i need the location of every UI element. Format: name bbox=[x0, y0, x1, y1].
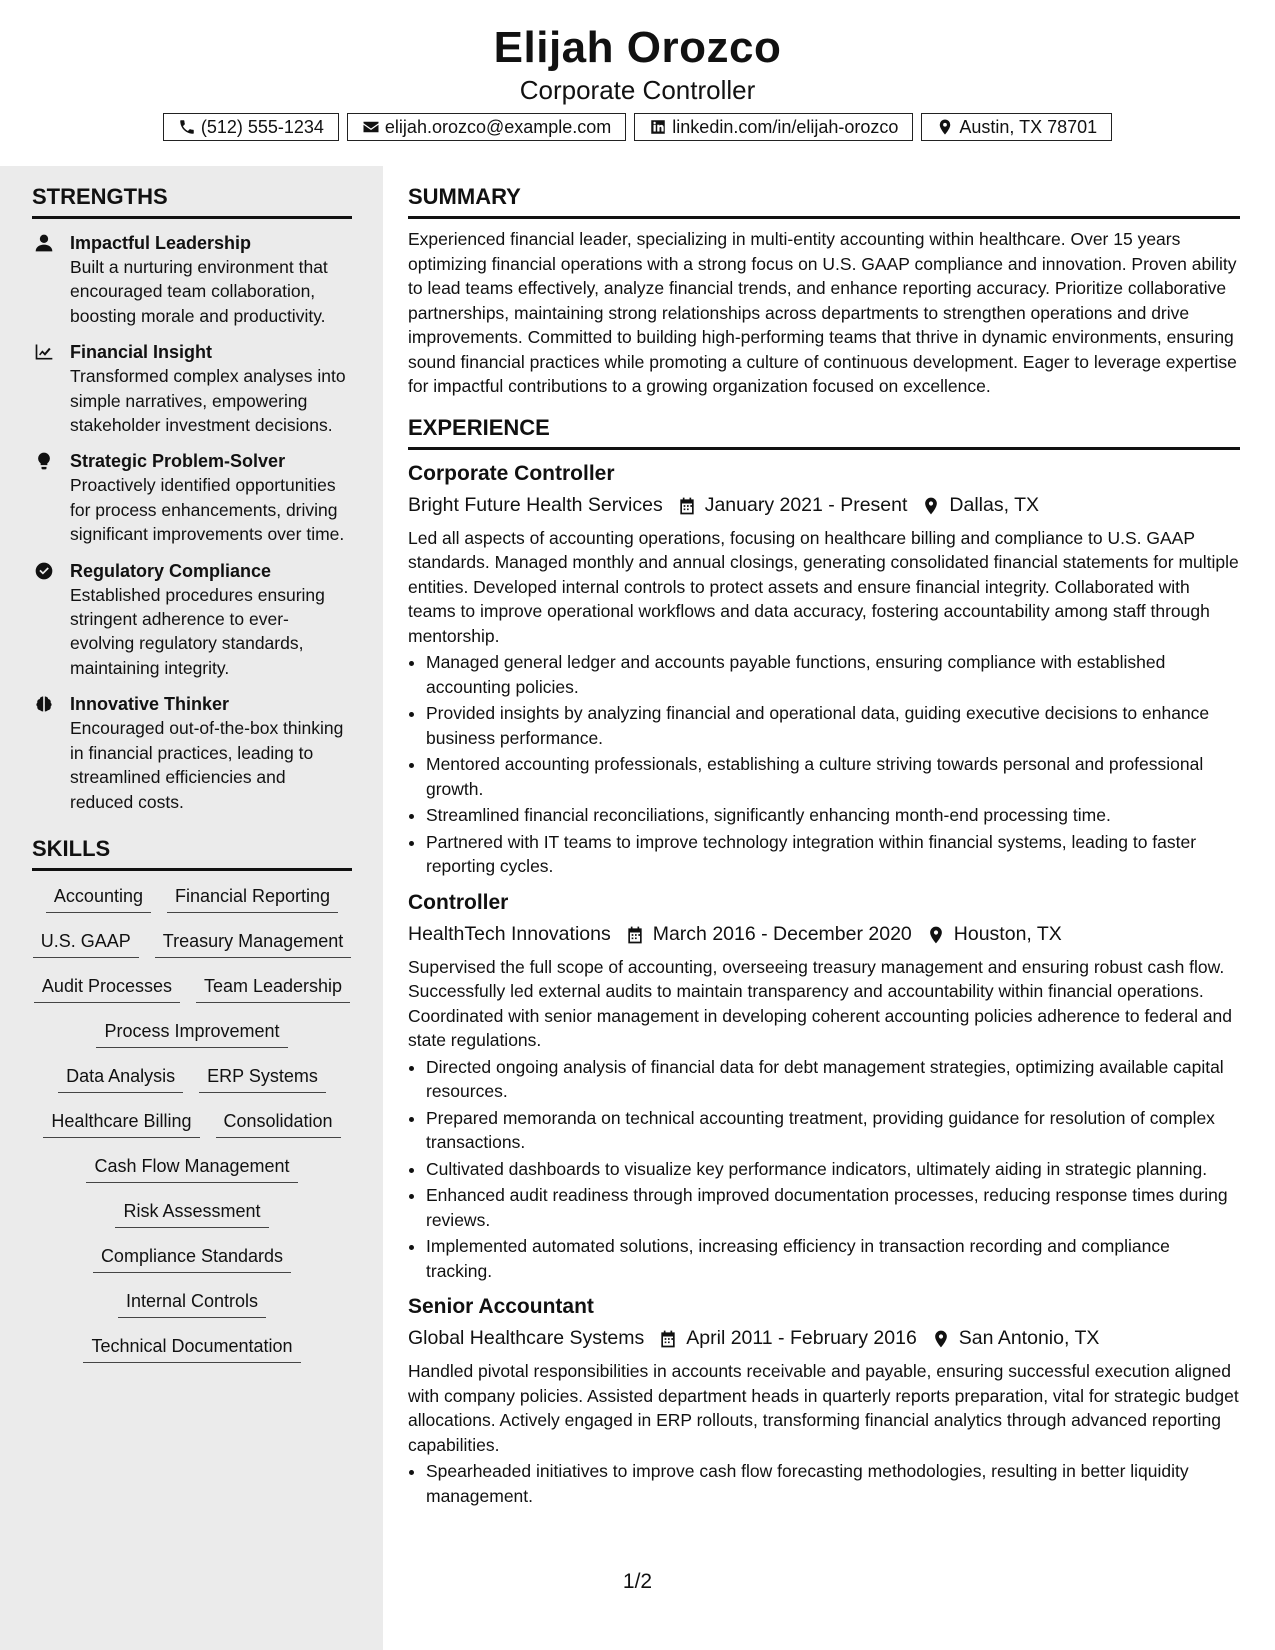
resume-header bbox=[0, 0, 1275, 166]
strength-item bbox=[32, 559, 352, 681]
strength-title: Regulatory Compliance bbox=[70, 560, 272, 581]
contact-text: linkedin.com/in/elijah-orozco bbox=[672, 116, 899, 137]
job-company: Global Healthcare Systems bbox=[408, 1327, 645, 1349]
contact-item[interactable] bbox=[163, 113, 339, 141]
skill-row bbox=[96, 1016, 287, 1061]
bullet-item: • Prepared memoranda on technical accounting treatment, providing guidance for resolution of complex transactions. bbox=[426, 1106, 1240, 1155]
job-location: Dallas, TX bbox=[949, 493, 1039, 516]
calendar-icon bbox=[677, 495, 697, 515]
strengths-heading: STRENGTHS bbox=[32, 182, 352, 219]
skill-tag: U.S. GAAP bbox=[33, 926, 139, 958]
job-meta bbox=[408, 1323, 1240, 1353]
strength-title: Impactful Leadership bbox=[70, 233, 252, 253]
summary-heading: SUMMARY bbox=[408, 182, 1240, 219]
contact-text: (512) 555-1234 bbox=[200, 116, 324, 137]
job-description: Handled pivotal responsibilities in accounts receivable and payable, ensuring successful execution aligned with company policies. Assisted department heads in quarterly reports preparation, vital for strategic budget allocations. Actively engaged in ERP rollouts, transforming financial analytics through advanced reporting capabilities. bbox=[408, 1361, 1239, 1455]
envelope-icon bbox=[362, 118, 380, 136]
brain-icon bbox=[34, 694, 54, 714]
linkedin-icon bbox=[649, 118, 667, 136]
strength-description: Established procedures ensuring stringent adherence to ever-evolving regulatory standards, maintaining integrity. bbox=[70, 584, 325, 678]
chart-line-icon bbox=[34, 342, 54, 362]
skill-tag: Team Leadership bbox=[196, 971, 350, 1003]
contact-item[interactable] bbox=[347, 113, 626, 141]
experience-list bbox=[408, 460, 1240, 1509]
bullet-item: • Implemented automated solutions, increasing efficiency in transaction recording and compliance tracking. bbox=[426, 1234, 1240, 1283]
skill-row bbox=[118, 1286, 266, 1331]
skill-tag: Financial Reporting bbox=[167, 881, 338, 913]
skill-tag: Risk Assessment bbox=[115, 1196, 268, 1228]
contact-text: Austin, TX 78701 bbox=[959, 116, 1098, 137]
skill-tag: Cash Flow Management bbox=[86, 1151, 297, 1183]
skill-row bbox=[46, 881, 338, 926]
contact-text: elijah.orozco@example.com bbox=[384, 116, 612, 137]
candidate-role: Corporate Controller bbox=[519, 75, 756, 105]
skill-tag: Process Improvement bbox=[96, 1016, 287, 1048]
skill-row bbox=[83, 1331, 300, 1376]
job-description: Supervised the full scope of accounting, overseeing treasury management and ensuring robust cash flow. Successfully led external audits to maintain transparency and accountability within financial operations. Coordinated with senior management in developing coherent accounting policies adherence to federal and state regulations. bbox=[408, 956, 1233, 1050]
skill-tag: Internal Controls bbox=[118, 1286, 266, 1318]
strength-item bbox=[32, 340, 352, 437]
strength-description: Proactively identified opportunities for process enhancements, driving significant improvements over time. bbox=[70, 475, 345, 545]
strength-item bbox=[32, 692, 352, 814]
job-title: Corporate Controller bbox=[408, 461, 615, 485]
job-description: Led all aspects of accounting operations, focusing on healthcare billing and compliance to U.S. GAAP standards. Managed monthly and annual closings, generating consolidated financial statements for multiple entities. Developed internal controls to protect assets and ensure financial integrity. Collaborated with teams to improve operational workflows and data accuracy, fostering accountability among staff through mentorship. bbox=[408, 527, 1239, 646]
skill-tag: Audit Processes bbox=[34, 971, 180, 1003]
strength-item bbox=[32, 449, 352, 546]
skill-tag: Accounting bbox=[46, 881, 151, 913]
job-title: Senior Accountant bbox=[408, 1295, 594, 1318]
location-pin-icon bbox=[936, 118, 954, 136]
strength-description: Transformed complex analyses into simple narratives, empowering stakeholder investment decisions. bbox=[70, 366, 346, 436]
bullet-item: • Provided insights by analyzing financial and operational data, guiding executive decisions to enhance business performance. bbox=[426, 701, 1240, 750]
job-entry bbox=[408, 460, 1240, 879]
job-bullets bbox=[408, 1459, 1240, 1508]
skill-row bbox=[58, 1061, 326, 1106]
skill-tag: ERP Systems bbox=[199, 1061, 326, 1093]
job-location: Houston, TX bbox=[953, 922, 1062, 945]
summary-text: Experienced financial leader, specializing in multi-entity accounting within healthcare. Over 15 years optimizing financial operations with a strong focus on U.S. GAAP compliance and innovation. Proven ability to lead teams effectively, analyze financial trends, and enhance reporting accuracy. Prioritize collaborative partnerships, maintaining strong relationships across departments to strengthen operations and drive improvements. Committed to building high-performing teams that thrive in dynamic environments, ensuring sound financial practices while promoting a culture of continuous development. Eager to leverage expertise for impactful contributions to a growing organization focused on excellence. bbox=[408, 229, 1237, 396]
person-icon bbox=[34, 233, 54, 253]
skill-row bbox=[93, 1241, 291, 1286]
bullet-item: • Directed ongoing analysis of financial data for debt management strategies, optimizing available capital resources. bbox=[426, 1055, 1240, 1104]
job-company: Bright Future Health Services bbox=[408, 493, 663, 516]
phone-icon bbox=[178, 118, 196, 136]
bullet-item: • Partnered with IT teams to improve technology integration within financial systems, leading to faster reporting cycles. bbox=[426, 830, 1240, 879]
skill-row bbox=[115, 1196, 268, 1241]
job-bullets bbox=[408, 1055, 1240, 1284]
skill-tag: Healthcare Billing bbox=[43, 1106, 199, 1138]
skill-tag: Data Analysis bbox=[58, 1061, 183, 1093]
job-entry bbox=[408, 1293, 1240, 1508]
skill-tag: Treasury Management bbox=[155, 926, 351, 958]
job-dates: January 2021 - Present bbox=[704, 493, 908, 516]
bullet-item: • Managed general ledger and accounts payable functions, ensuring compliance with established accounting policies. bbox=[426, 650, 1240, 699]
job-title: Controller bbox=[408, 890, 509, 914]
job-dates: March 2016 - December 2020 bbox=[652, 922, 912, 945]
contact-bar bbox=[0, 113, 1275, 141]
strength-description: Encouraged out-of-the-box thinking in financial practices, leading to streamlined efficiencies and reduced costs. bbox=[70, 718, 344, 812]
job-bullets bbox=[408, 650, 1240, 879]
bullet-item: • Cultivated dashboards to visualize key performance indicators, ultimately aiding in strategic planning. bbox=[426, 1157, 1240, 1182]
skill-row bbox=[34, 971, 350, 1016]
lightbulb-icon bbox=[34, 451, 54, 471]
skill-tag: Technical Documentation bbox=[83, 1331, 300, 1363]
job-meta bbox=[408, 490, 1240, 520]
candidate-name: Elijah Orozco bbox=[493, 23, 782, 72]
bullet-item: • Enhanced audit readiness through improved documentation processes, reducing response times during reviews. bbox=[426, 1183, 1240, 1232]
job-entry bbox=[408, 889, 1240, 1284]
page-number: 1/2 bbox=[622, 1570, 653, 1593]
job-location: San Antonio, TX bbox=[958, 1327, 1100, 1349]
calendar-icon bbox=[658, 1328, 678, 1348]
strength-title: Financial Insight bbox=[70, 342, 213, 363]
contact-item[interactable] bbox=[921, 113, 1112, 141]
location-pin-icon bbox=[921, 495, 941, 515]
job-company: HealthTech Innovations bbox=[408, 922, 611, 945]
location-pin-icon bbox=[931, 1328, 951, 1348]
calendar-icon bbox=[625, 924, 645, 944]
bullet-item: • Spearheaded initiatives to improve cash flow forecasting methodologies, resulting in better liquidity management. bbox=[426, 1459, 1240, 1508]
experience-heading: EXPERIENCE bbox=[408, 413, 1240, 450]
job-meta bbox=[408, 919, 1240, 949]
bullet-item: • Mentored accounting professionals, establishing a culture striving towards personal and professional growth. bbox=[426, 752, 1240, 801]
strength-item bbox=[32, 231, 352, 328]
strength-title: Strategic Problem-Solver bbox=[70, 451, 286, 472]
skills-heading: SKILLS bbox=[32, 834, 352, 871]
location-pin-icon bbox=[926, 924, 946, 944]
main-column bbox=[408, 166, 1240, 1510]
strength-title: Innovative Thinker bbox=[70, 694, 230, 715]
contact-item[interactable] bbox=[634, 113, 913, 141]
job-dates: April 2011 - February 2016 bbox=[686, 1327, 917, 1349]
check-circle-icon bbox=[34, 561, 54, 581]
skill-row bbox=[33, 926, 351, 971]
skills-list bbox=[32, 881, 352, 1376]
bullet-item: • Streamlined financial reconciliations, significantly enhancing month-end processing time. bbox=[426, 803, 1240, 828]
strength-description: Built a nurturing environment that encouraged team collaboration, boosting morale and productivity. bbox=[70, 257, 328, 326]
skill-row bbox=[43, 1106, 340, 1151]
skill-tag: Compliance Standards bbox=[93, 1241, 291, 1273]
skill-row bbox=[86, 1151, 297, 1196]
strengths-list bbox=[32, 231, 352, 814]
skill-tag: Consolidation bbox=[216, 1106, 341, 1138]
sidebar bbox=[0, 166, 383, 1650]
